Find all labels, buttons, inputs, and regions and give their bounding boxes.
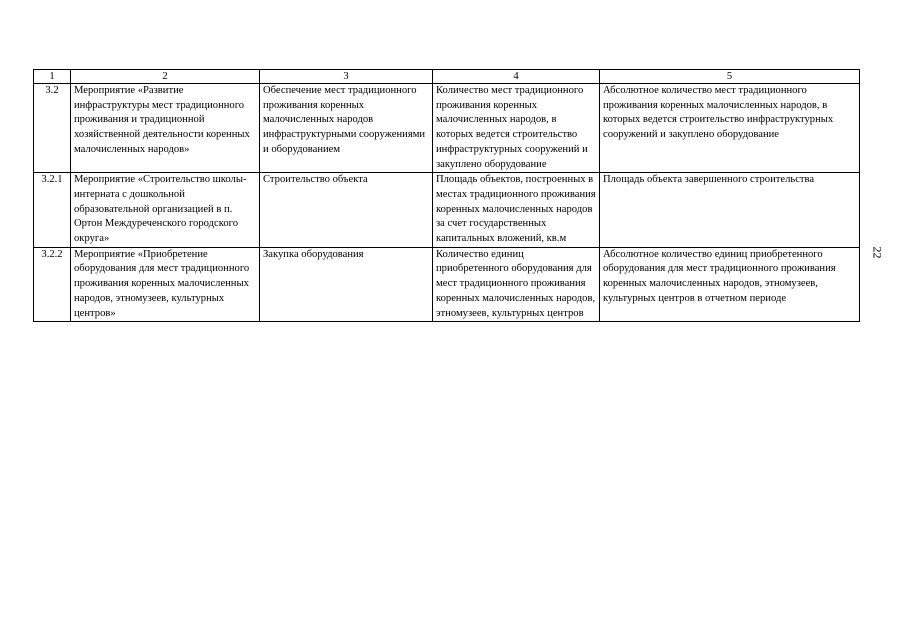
measures-table bbox=[33, 69, 860, 322]
measure-name-cell: Мероприятие «Приобретение оборудования для мест традиционного проживания коренных малочисленных народов, этномузеев, культурных центров» bbox=[71, 247, 260, 322]
method-cell: Абсолютное количество единиц приобретенного оборудования для мест традиционного проживания коренных малочисленных народов, этномузеев, культурных центров в отчетном периоде bbox=[600, 247, 860, 322]
task-cell: Обеспечение мест традиционного проживания коренных малочисленных народов инфраструктурными сооружениями и оборудованием bbox=[260, 84, 433, 173]
table-header-row bbox=[34, 70, 860, 84]
method-cell: Абсолютное количество мест традиционного проживания коренных малочисленных народов, в которых ведется строительство инфраструктурных сооружений и закуплено оборудование bbox=[600, 84, 860, 173]
table-row bbox=[34, 247, 860, 322]
measure-name-cell: Мероприятие «Развитие инфраструктуры мест традиционного проживания и традиционной хозяйственной деятельности коренных малочисленных народов» bbox=[71, 84, 260, 173]
column-header-5: 5 bbox=[600, 70, 860, 84]
indicator-cell: Площадь объектов, построенных в местах традиционного проживания коренных малочисленных народов за счет государственных капитальных вложений, кв.м bbox=[433, 173, 600, 248]
page-number: 22 bbox=[870, 246, 885, 259]
column-header-2: 2 bbox=[71, 70, 260, 84]
indicator-cell: Количество мест традиционного проживания коренных малочисленных народов, в которых ведется строительство инфраструктурных сооружений и закуплено оборудование bbox=[433, 84, 600, 173]
table-row bbox=[34, 84, 860, 173]
column-header-3: 3 bbox=[260, 70, 433, 84]
task-cell: Строительство объекта bbox=[260, 173, 433, 248]
row-number-cell: 3.2.1 bbox=[34, 173, 71, 248]
row-number-cell: 3.2 bbox=[34, 84, 71, 173]
measure-name-cell: Мероприятие «Строительство школы-интерната с дошкольной образовательной организацией в п. Ортон Междуреченского городского округа» bbox=[71, 173, 260, 248]
table-row bbox=[34, 173, 860, 248]
row-number-cell: 3.2.2 bbox=[34, 247, 71, 322]
indicator-cell: Количество единиц приобретенного оборудования для мест традиционного проживания коренных малочисленных народов, этномузеев, культурных центров bbox=[433, 247, 600, 322]
column-header-4: 4 bbox=[433, 70, 600, 84]
column-header-1: 1 bbox=[34, 70, 71, 84]
task-cell: Закупка оборудования bbox=[260, 247, 433, 322]
method-cell: Площадь объекта завершенного строительства bbox=[600, 173, 860, 248]
